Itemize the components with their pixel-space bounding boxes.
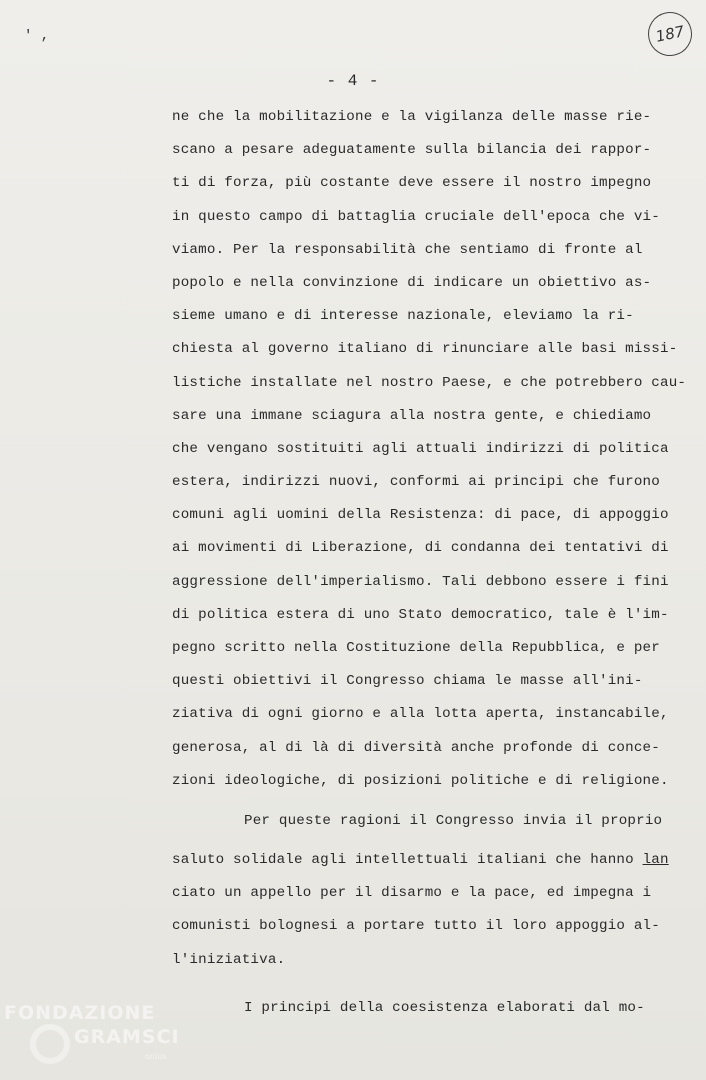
text-line: questi obiettivi il Congresso chiama le masse all'ini-	[172, 673, 643, 690]
text-fragment: saluto solidale agli intellettuali italiani che hanno	[172, 851, 643, 868]
underlined-text: lan	[642, 851, 669, 868]
text-line: comunisti bolognesi a portare tutto il loro appoggio al-	[172, 918, 660, 935]
text-line	[172, 844, 672, 877]
text-line: generosa, al di là di diversità anche profonde di conce-	[172, 739, 660, 756]
text-line: l'iniziativa.	[172, 951, 286, 968]
text-line: ne che la mobilitazione e la vigilanza delle masse rie-	[172, 109, 652, 125]
text-line: ti di forza, più costante deve essere il nostro impegno	[172, 175, 652, 192]
watermark-line: onlus	[145, 1052, 167, 1061]
g-logo-icon	[30, 1024, 70, 1064]
text-line: sare una immane sciagura alla nostra gente, e chiediamo	[172, 407, 652, 424]
archive-watermark	[0, 1002, 200, 1072]
typewritten-text	[172, 101, 687, 1039]
text-line: listiche installate nel nostro Paese, e che potrebbero cau-	[172, 374, 687, 391]
archive-number: 187	[654, 22, 686, 46]
text-line: viamo. Per la responsabilità che sentiamo di fronte al	[172, 241, 643, 258]
text-line: popolo e nella convinzione di indicare un obiettivo as-	[172, 274, 652, 291]
text-line: pegno scritto nella Costituzione della Repubblica, e per	[172, 640, 660, 656]
text-line: ai movimenti di Liberazione, di condanna dei tentativi di	[172, 540, 669, 557]
text-line: I principi della coesistenza elaborati dal mo-	[244, 999, 645, 1016]
text-line: ziativa di ogni giorno e alla lotta aperta, instancabile,	[172, 706, 669, 723]
page-number: - 4 -	[326, 72, 380, 90]
watermark-line: GRAMSCI	[74, 1026, 180, 1048]
text-line: Per queste ragioni il Congresso invia il proprio	[244, 812, 663, 829]
text-line: scano a pesare adeguatamente sulla bilancia dei rappor-	[172, 142, 652, 159]
text-line: ciato un appello per il disarmo e la pace, ed impegna i	[172, 885, 652, 902]
text-line: zioni ideologiche, di posizioni politiche e di religione.	[172, 772, 669, 789]
text-line: estera, indirizzi nuovi, conformi ai principi che furono	[172, 474, 660, 491]
archive-number-stamp	[644, 8, 696, 60]
text-line: comuni agli uomini della Resistenza: di pace, di appoggio	[172, 507, 669, 524]
margin-mark: ' ,	[24, 28, 50, 44]
text-line: in questo campo di battaglia cruciale dell'epoca che vi-	[172, 208, 660, 225]
text-line: sieme umano e di interesse nazionale, eleviamo la ri-	[172, 308, 634, 325]
text-line: aggressione dell'imperialismo. Tali debbono essere i fini	[172, 573, 669, 590]
watermark-line: FONDAZIONE	[4, 1002, 156, 1024]
text-line: chiesta al governo italiano di rinunciare alle basi missi-	[172, 341, 678, 358]
text-line: che vengano sostituiti agli attuali indirizzi di politica	[172, 440, 669, 457]
text-line: di politica estera di uno Stato democratico, tale è l'im-	[172, 606, 669, 623]
